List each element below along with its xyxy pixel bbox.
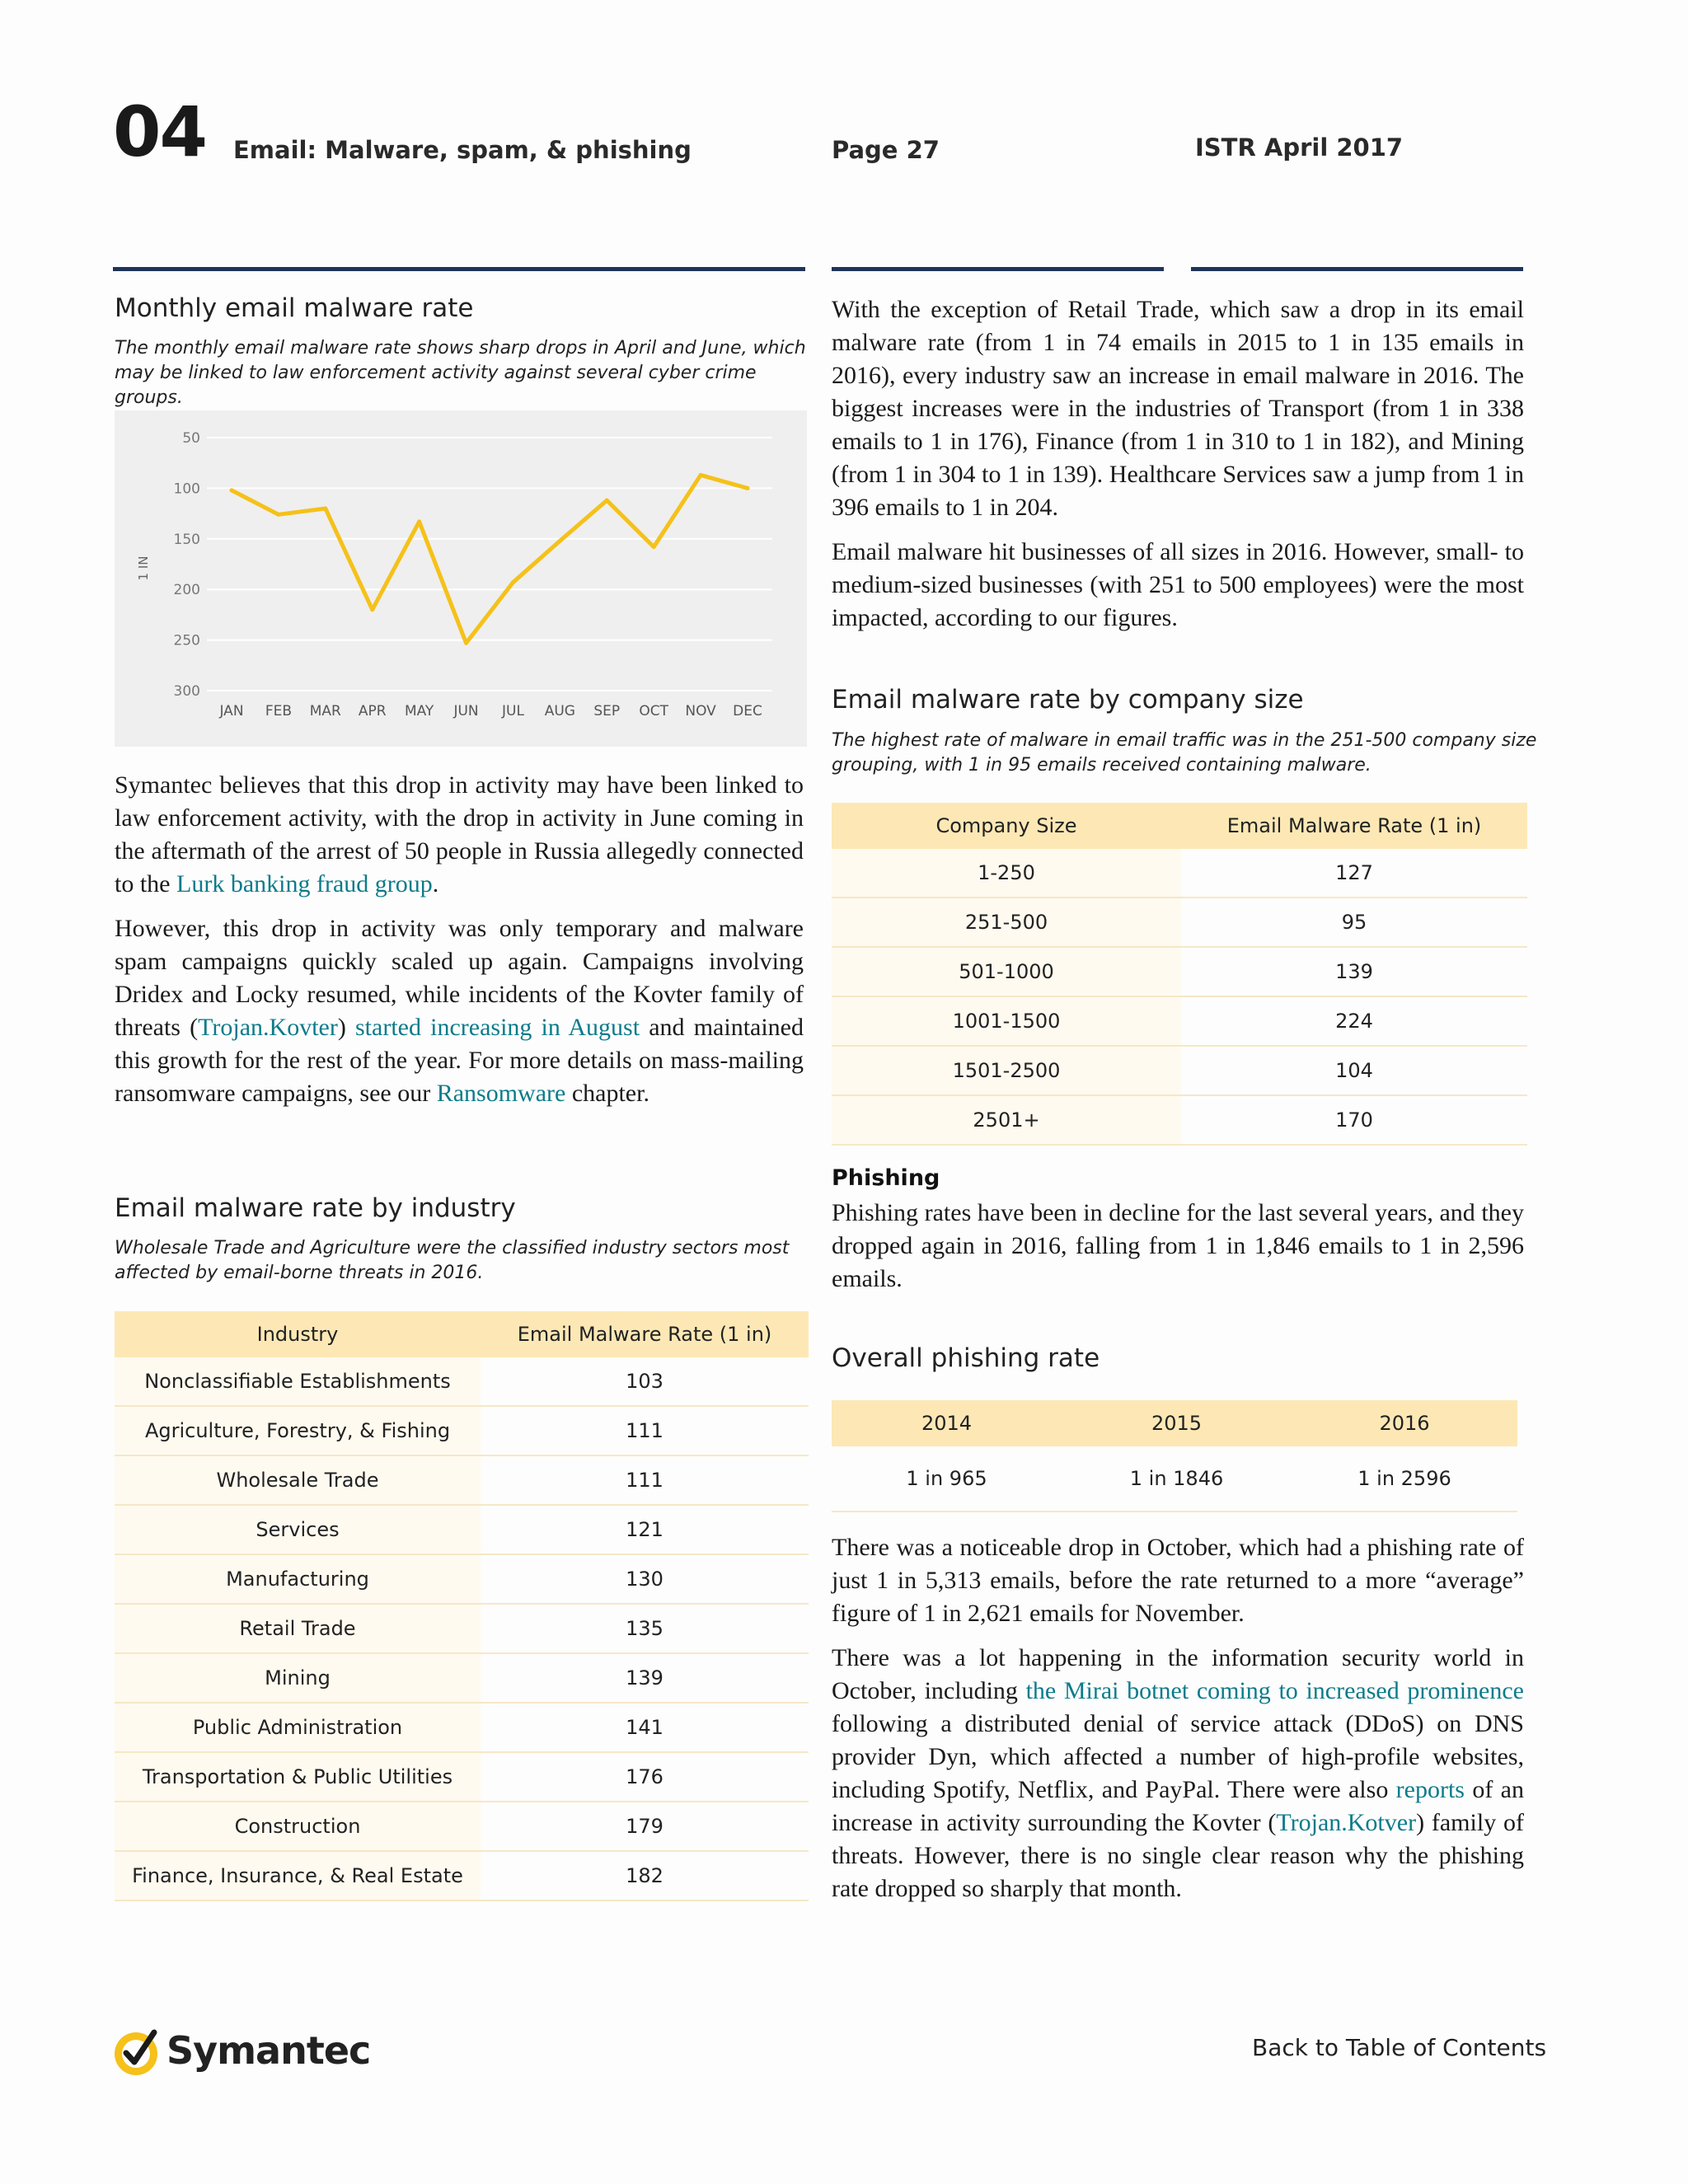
text-span: and maintained this growth for the rest of the year. For more details on mass-mailing ransomware campaigns, see our — [115, 1014, 804, 1107]
left-paragraph-1 — [115, 769, 804, 901]
industry-section-title: Email malware rate by industry — [115, 1193, 516, 1223]
table-row — [115, 1851, 809, 1900]
data-point — [746, 486, 750, 490]
lurk-link[interactable]: Lurk banking fraud group — [176, 870, 433, 898]
mirai-botnet-link[interactable]: the Mirai botnet coming to increased prominence — [1025, 1677, 1524, 1704]
y-tick-label: 50 — [182, 430, 200, 447]
phishing-rate-2015: 1 in 1846 — [1062, 1446, 1292, 1511]
right-paragraph-2: Email malware hit businesses of all sizes in 2016. However, small- to medium-sized businesses (with 251 to 500 employees) were the most impacted, according to our figures. — [832, 538, 1524, 631]
table-cell-label: Manufacturing — [115, 1554, 481, 1604]
phishing-rate-2016: 1 in 2596 — [1292, 1446, 1517, 1511]
table-cell-label: 501-1000 — [832, 947, 1181, 996]
y-tick-label: 250 — [173, 632, 200, 649]
y-axis-label: 1 IN — [136, 555, 151, 581]
text-span: following a distributed denial of service attack (DDoS) on DNS provider Dyn, which affected a number of high-profile websites, including Spotify, Netflix, and PayPal. There were also — [832, 1710, 1524, 1803]
report-title: ISTR April 2017 — [1195, 134, 1404, 162]
column-header-2016: 2016 — [1292, 1400, 1517, 1446]
monthly-malware-chart-svg — [115, 410, 807, 747]
symantec-logo-text: Symantec — [166, 2028, 371, 2073]
x-tick-label: OCT — [639, 703, 669, 719]
y-tick-label: 150 — [173, 531, 200, 548]
table-cell-label: 1-250 — [832, 849, 1181, 898]
data-point — [558, 539, 562, 543]
table-row — [832, 1446, 1517, 1511]
table-row — [115, 1802, 809, 1851]
started-increasing-link[interactable]: started increasing in August — [355, 1014, 640, 1041]
data-point — [323, 506, 327, 510]
column-header-2014: 2014 — [832, 1400, 1062, 1446]
column-header-industry: Industry — [115, 1311, 481, 1357]
table-row — [115, 1554, 809, 1604]
right-body-text — [832, 293, 1524, 646]
data-point — [417, 519, 421, 523]
table-header-row — [832, 1400, 1517, 1446]
table-cell-label: 1001-1500 — [832, 996, 1181, 1046]
table-row — [115, 1406, 809, 1455]
phishing-rate-2014: 1 in 965 — [832, 1446, 1062, 1511]
table-row — [115, 1604, 809, 1653]
x-tick-label: APR — [358, 703, 387, 719]
table-cell-value: 95 — [1181, 898, 1527, 947]
table-row — [832, 1095, 1527, 1145]
table-row — [115, 1703, 809, 1752]
phishing-paragraph-3 — [832, 1642, 1524, 1905]
phishing-paragraph-1: Phishing rates have been in decline for the last several years, and they dropped again in 2016, falling from 1 in 1,846 emails to 1 in 2,596 emails. — [832, 1199, 1524, 1292]
text-span: ) — [337, 1014, 355, 1041]
x-tick-label: FEB — [265, 703, 293, 719]
table-row — [832, 947, 1527, 996]
table-row — [115, 1505, 809, 1554]
ransomware-link[interactable]: Ransomware — [436, 1080, 566, 1107]
table-header-row — [115, 1311, 809, 1357]
data-point — [652, 545, 656, 549]
text-span: ) family of threats. However, there is no single clear reason why the phishing rate dropped so sharply that month. — [832, 1809, 1524, 1902]
table-row — [832, 1046, 1527, 1095]
column-header-rate: Email Malware Rate (1 in) — [481, 1311, 809, 1357]
table-cell-value: 139 — [481, 1653, 809, 1703]
column-header-rate: Email Malware Rate (1 in) — [1181, 803, 1527, 849]
table-cell-label: Public Administration — [115, 1703, 481, 1752]
table-cell-value: 111 — [481, 1406, 809, 1455]
x-tick-label: SEP — [593, 703, 621, 719]
table-cell-value: 130 — [481, 1554, 809, 1604]
text-span: Symantec believes that this drop in activity may have been linked to law enforcement activity, with the drop in activity in June coming in the aftermath of the arrest of 50 people in Russia allegedly connected to the — [115, 771, 804, 898]
left-body-text — [115, 769, 804, 1122]
data-point — [370, 607, 374, 612]
table-row — [115, 1357, 809, 1406]
table-cell-value: 182 — [481, 1851, 809, 1900]
table-row — [832, 996, 1527, 1046]
text-span: . — [432, 870, 439, 898]
text-span: chapter. — [565, 1080, 649, 1107]
monthly-section-subtitle — [115, 336, 823, 410]
text-span: There was a lot happening in the information security world in October, including — [832, 1644, 1524, 1704]
industry-subtitle-line-2: affected by email-borne threats in 2016. — [115, 1263, 484, 1283]
y-tick-label: 200 — [173, 582, 200, 599]
table-cell-label: 251-500 — [832, 898, 1181, 947]
reports-link[interactable]: reports — [1395, 1776, 1465, 1803]
table-cell-value: 103 — [481, 1357, 809, 1406]
data-point — [464, 641, 468, 645]
table-row — [832, 898, 1527, 947]
table-cell-value: 224 — [1181, 996, 1527, 1046]
table-cell-value: 139 — [1181, 947, 1527, 996]
table-row — [115, 1752, 809, 1802]
table-row — [832, 849, 1527, 898]
data-point — [699, 473, 703, 477]
x-tick-label: AUG — [544, 703, 575, 719]
monthly-malware-chart — [115, 410, 807, 747]
company-section-title: Email malware rate by company size — [832, 685, 1304, 715]
table-row — [115, 1653, 809, 1703]
left-paragraph-2 — [115, 912, 804, 1110]
table-cell-value: 135 — [481, 1604, 809, 1653]
page-number: Page 27 — [832, 136, 940, 164]
x-tick-label: DEC — [733, 703, 762, 719]
y-tick-label: 300 — [173, 683, 200, 700]
table-cell-value: 141 — [481, 1703, 809, 1752]
company-subtitle-line-2: grouping, with 1 in 95 emails received containing malware. — [832, 755, 1372, 776]
table-cell-label: Retail Trade — [115, 1604, 481, 1653]
monthly-section-title: Monthly email malware rate — [115, 293, 474, 323]
x-tick-label: MAR — [309, 703, 341, 719]
data-point — [511, 580, 515, 584]
text-span: of an increase in activity surrounding the Kovter ( — [832, 1776, 1524, 1836]
text-span: However, this drop in activity was only temporary and malware spam campaigns quickly scaled up again. Campaigns involving Dridex and Locky resumed, while incidents of the Kovter family of threats ( — [115, 915, 804, 1041]
table-cell-label: Nonclassifiable Establishments — [115, 1357, 481, 1406]
table-cell-label: Agriculture, Forestry, & Fishing — [115, 1406, 481, 1455]
table-header-row — [832, 803, 1527, 849]
x-tick-label: JUN — [453, 703, 479, 719]
table-cell-label: Wholesale Trade — [115, 1455, 481, 1505]
table-cell-value: 104 — [1181, 1046, 1527, 1095]
symantec-checkmark-icon — [111, 2026, 164, 2079]
table-cell-value: 179 — [481, 1802, 809, 1851]
right-column-rule-1 — [832, 267, 1164, 271]
trojan-kovter-link[interactable]: Trojan.Kovter — [198, 1014, 338, 1041]
table-cell-value: 121 — [481, 1505, 809, 1554]
company-subtitle-line-1: The highest rate of malware in email traffic was in the 251-500 company size — [832, 730, 1537, 751]
x-tick-label: MAY — [404, 703, 434, 719]
series-line — [232, 475, 748, 643]
industry-table — [115, 1311, 809, 1901]
right-column-rule-2 — [1191, 267, 1523, 271]
table-cell-label: Transportation & Public Utilities — [115, 1752, 481, 1802]
industry-subtitle-line-1: Wholesale Trade and Agriculture were the classified industry sectors most — [115, 1238, 790, 1258]
chapter-number: 04 — [113, 91, 206, 172]
data-point — [276, 513, 280, 517]
monthly-subtitle-line-1: The monthly email malware rate shows sharp drops in April and June, which — [115, 338, 806, 359]
back-to-toc-link[interactable]: Back to Table of Contents — [1252, 2034, 1547, 2061]
column-header-company-size: Company Size — [832, 803, 1181, 849]
table-cell-value: 127 — [1181, 849, 1527, 898]
table-cell-value: 176 — [481, 1752, 809, 1802]
phishing-body-text — [832, 1531, 1524, 1917]
right-paragraph-1: With the exception of Retail Trade, which saw a drop in its email malware rate (from 1 in 74 emails in 2015 to 1 in 135 emails in 2016), every industry saw an increase in email malware in 2016. The biggest increases were in the industries of Transport (from 1 in 338 emails to 1 in 176), Finance (from 1 in 310 to 1 in 182), and Mining (from 1 in 304 to 1 in 139). Healthcare Services saw a jump from 1 in 396 emails to 1 in 204. — [832, 296, 1524, 521]
table-row — [115, 1455, 809, 1505]
x-tick-label: NOV — [685, 703, 716, 719]
phishing-paragraph-2: There was a noticeable drop in October, which had a phishing rate of just 1 in 5,313 emails, before the rate returned to a more “average” figure of 1 in 2,621 emails for November. — [832, 1534, 1524, 1627]
phishing-heading: Phishing — [832, 1165, 940, 1191]
table-cell-label: 1501-2500 — [832, 1046, 1181, 1095]
x-tick-label: JAN — [219, 703, 244, 719]
industry-section-subtitle — [115, 1236, 823, 1286]
chapter-title: Email: Malware, spam, & phishing — [233, 136, 692, 164]
monthly-subtitle-line-2: may be linked to law enforcement activity against several cyber crime groups. — [115, 363, 757, 408]
table-cell-label: 2501+ — [832, 1095, 1181, 1145]
table-cell-label: Construction — [115, 1802, 481, 1851]
x-tick-label: JUL — [501, 703, 524, 719]
table-cell-value: 111 — [481, 1455, 809, 1505]
data-point — [605, 499, 609, 503]
column-header-2015: 2015 — [1062, 1400, 1292, 1446]
table-cell-label: Finance, Insurance, & Real Estate — [115, 1851, 481, 1900]
table-cell-label: Mining — [115, 1653, 481, 1703]
company-size-table — [832, 803, 1527, 1146]
table-cell-value: 170 — [1181, 1095, 1527, 1145]
symantec-logo — [111, 2023, 371, 2081]
phishing-table-title: Overall phishing rate — [832, 1343, 1100, 1373]
company-section-subtitle — [832, 729, 1540, 778]
data-point — [230, 488, 234, 492]
trojan-kotver-link[interactable]: Trojan.Kotver — [1276, 1809, 1417, 1836]
y-tick-label: 100 — [173, 480, 200, 498]
phishing-rate-table — [832, 1400, 1517, 1512]
table-cell-label: Services — [115, 1505, 481, 1554]
left-column-rule — [113, 267, 805, 271]
